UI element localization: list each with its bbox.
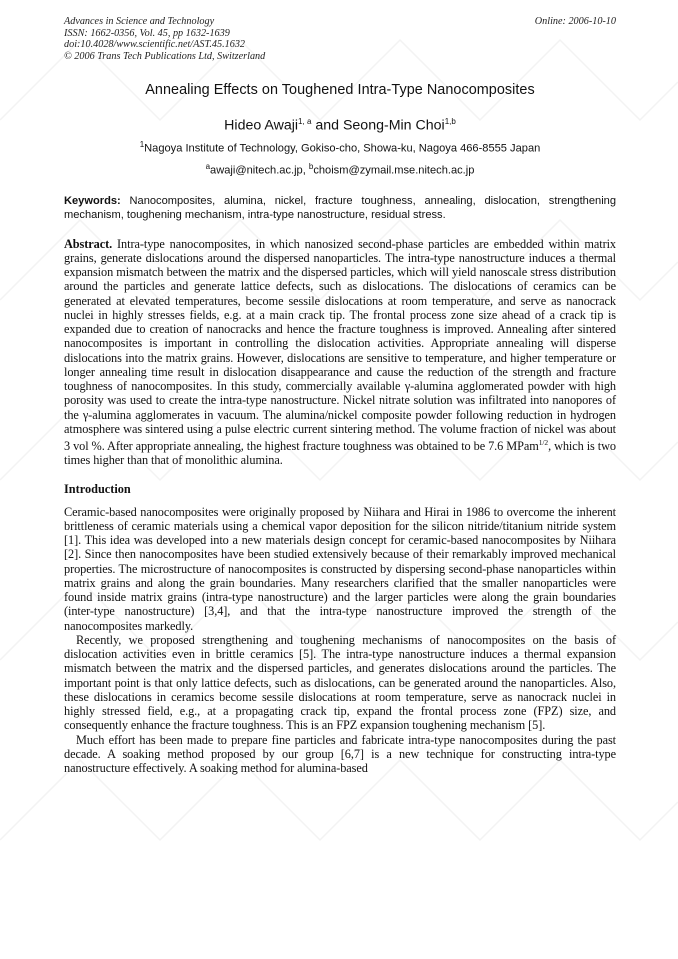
journal-name: Advances in Science and Technology xyxy=(64,16,215,27)
author-line xyxy=(64,117,616,134)
abstract-tail: , which is two times higher than that of monolithic alumina. xyxy=(64,439,616,468)
issn-line: ISSN: 1662-0356, Vol. 45, pp 1632-1639 xyxy=(64,27,230,39)
affiliation-text: Nagoya Institute of Technology, Gokiso-cho, Showa-ku, Nagoya 466-8555 Japan xyxy=(144,142,541,155)
abstract-label: Abstract. xyxy=(64,236,113,251)
author-emails xyxy=(64,162,616,177)
email-a-marker: a xyxy=(205,162,211,172)
introduction-paragraph-1: Ceramic-based nanocomposites were originally proposed by Niihara and Hirai in 1986 to overcome the inherent brittleness of ceramic materials using a chemical vapor deposition for the silicon nitride/titanium nitride system [1]. This idea was developed into a new materials design concept for ceramic-based nanocomposites by Niihara [2]. Since then nanocomposites have been studied extensively because of their remarkably improved mechanical properties. The microstructure of nanocomposites is constructed by dispersing second-phase nanoparticles within matrix grains and along the grain boundaries. Many researchers clarified that the smaller nanoparticles were found inside matrix grains (intra-type nanostructure) and the larger particles were along the grain boundaries (inter-type nanostructure) [3,4], and that the intra-type nanostructure improved the strength of the nanocomposites markedly. xyxy=(64,504,616,633)
keywords xyxy=(64,194,616,222)
journal-header xyxy=(64,16,616,64)
keywords-label: Keywords: xyxy=(64,195,121,208)
doi-line: doi:10.4028/www.scientific.net/AST.45.1632 xyxy=(64,39,246,51)
paper-page xyxy=(64,16,616,775)
author-1: Hideo Awaji xyxy=(224,117,299,134)
introduction-paragraph-2: Recently, we proposed strengthening and toughening mechanisms of nanocomposites on the basis of dislocation activities even in brittle ceramics [5]. The intra-type nanostructure induces a thermal expansion mismatch between the matrix and the dispersed particles, and generates dislocations around the particles. The important point is that only lattice defects, such as dislocations, can be generated around the nanoparticles. Also, these dislocations in ceramics become sessile dislocations at room temperature, serve as nanocrack nuclei in highly stressed field, e.g., at a propagating crack tip, expand the frontal process zone (FPZ) size, and consequently enhance the fracture toughness. This is an FPZ expansion toughening mechanism [5]. xyxy=(64,632,616,733)
keywords-text: Nanocomposites, alumina, nickel, fracture toughness, annealing, dislocation, strengthening mechanism, toughening mechanism, intra-type nanostructure, residual stress. xyxy=(64,195,616,222)
author-2-affiliation-marker: 1,b xyxy=(444,117,456,126)
author-conjunction: and xyxy=(311,117,343,134)
abstract-unit-superscript: 1/2 xyxy=(538,438,549,448)
email-a: awaji@nitech.ac.jp, xyxy=(210,165,309,178)
header-left xyxy=(64,16,265,62)
email-b: choism@zymail.mse.nitech.ac.jp xyxy=(313,165,475,178)
online-date: Online: 2006-10-10 xyxy=(534,16,616,27)
affiliation-marker: 1 xyxy=(139,139,145,149)
author-1-affiliation-marker: 1, a xyxy=(298,117,312,126)
introduction-heading: Introduction xyxy=(64,481,131,496)
paper-title: Annealing Effects on Toughened Intra-Type Nanocomposites xyxy=(145,82,535,98)
abstract-text: Intra-type nanocomposites, in which nanosized second-phase particles are embedded within matrix grains, generate dislocations around the dispersed nanoparticles. The intra-type nanostructure induces a thermal expansion mismatch between the matrix and the dispersed particles, which will yield nanoscale stress distribution around the particles and generate lattice defects, such as dislocations. The dislocations of ceramics can be generated at elevated temperatures, become sessile dislocations at room temperature, and serve as nanocrack nuclei in highly stresses fields, e.g. at a main crack tip. The frontal process zone size ahead of a crack tip is expanded due to creation of nanocracks and hence the fracture toughness is improved. Annealing after sintered nanocomposites is important in controlling the dislocation activities. Appropriate annealing will disperse dislocations into the matrix grains. However, dislocations are sensitive to temperature, and higher temperature or longer annealing time result in dislocation disappearance and cause the reduction of the strength and fracture toughness of nanocomposites. In this study, commercially available γ-alumina agglomerated powder with high porosity was used to create the intra-type nanostructure. Nickel nitrate solution was infiltrated into nanopores of the γ-alumina agglomerates in vacuum. The alumina/nickel composite powder following reduction in hydrogen atmosphere was sintered using a pulse electric current sintering method. The volume fraction of nickel was about 3 vol %. After appropriate annealing, the highest fracture toughness was obtained to be 7.6 MPam xyxy=(64,236,616,454)
author-2: Seong-Min Choi xyxy=(342,117,445,134)
affiliation xyxy=(64,140,616,155)
introduction-paragraph-3: Much effort has been made to prepare fine particles and fabricate intra-type nanocomposites during the past decade. A soaking method proposed by our group [6,7] is a new technique for constructing intra-type nanostructure effectively. A soaking method for alumina-based xyxy=(64,732,616,776)
email-b-marker: b xyxy=(308,162,314,172)
copyright-line: © 2006 Trans Tech Publications Ltd, Switzerland xyxy=(64,50,266,62)
abstract xyxy=(64,237,616,468)
